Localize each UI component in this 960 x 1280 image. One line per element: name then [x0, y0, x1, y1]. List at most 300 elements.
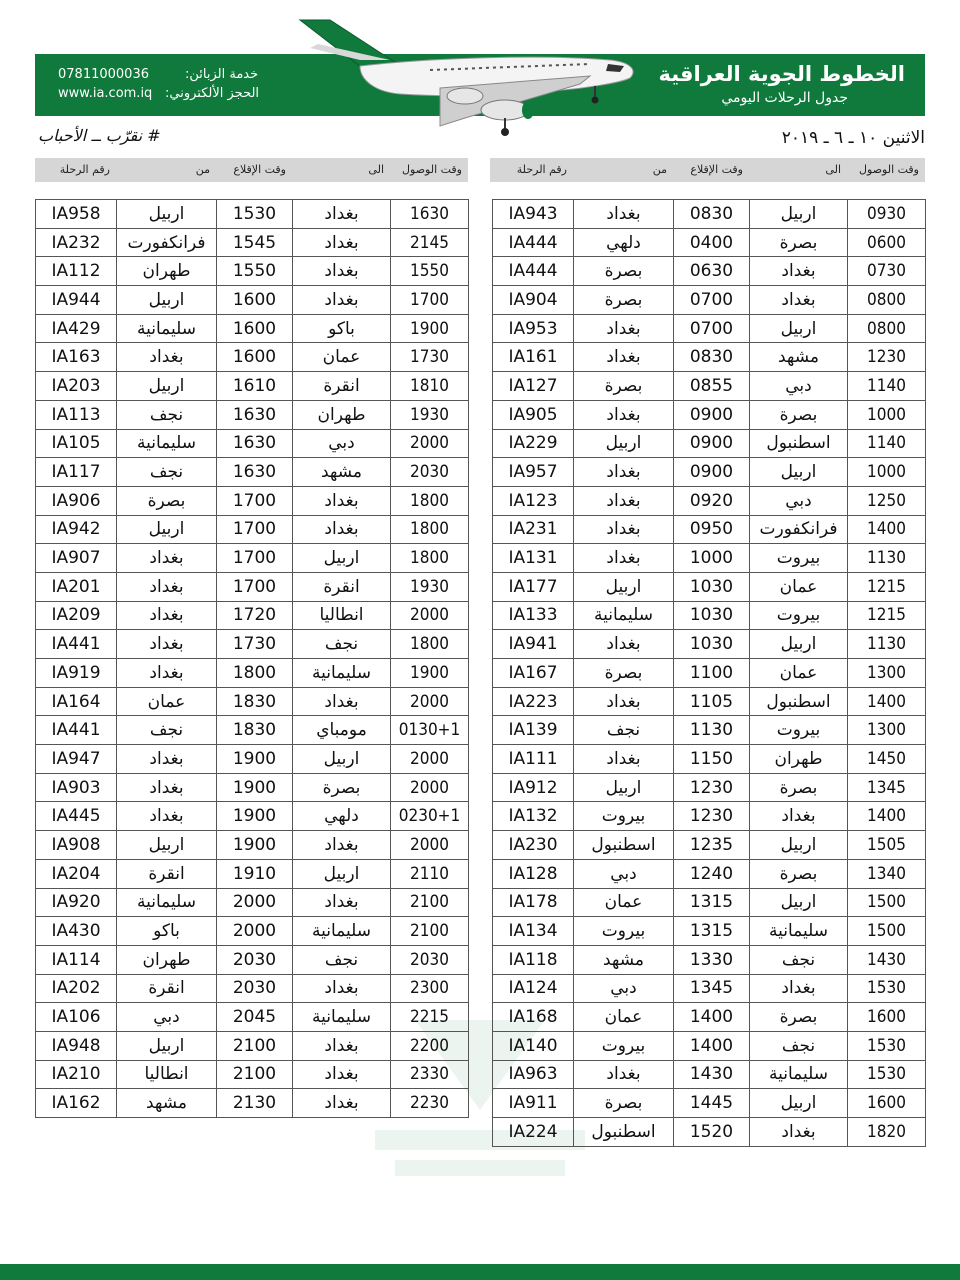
destination: دلهي: [293, 802, 391, 831]
table-row: [36, 515, 469, 544]
arrival-time: 1340: [848, 859, 926, 888]
destination: انطاليا: [293, 601, 391, 630]
origin: بغداد: [574, 458, 674, 487]
origin: نجف: [117, 400, 217, 429]
destination: بغداد: [293, 831, 391, 860]
arrival-time: 2030: [391, 945, 469, 974]
table-row: [493, 859, 926, 888]
departure-time: 1600: [217, 343, 293, 372]
arrival-time: 2200: [391, 1031, 469, 1060]
destination: نجف: [750, 1031, 848, 1060]
arrival-time: 0130+1: [391, 716, 469, 745]
origin: دبي: [574, 974, 674, 1003]
table-row: [36, 372, 469, 401]
arrival-time: 1400: [848, 515, 926, 544]
flight-number: IA958: [36, 200, 117, 229]
departure-time: 1230: [674, 802, 750, 831]
table-row: [36, 1060, 469, 1089]
flight-number: IA164: [36, 687, 117, 716]
flight-number: IA178: [493, 888, 574, 917]
origin: بصرة: [574, 286, 674, 315]
departure-time: 0630: [674, 257, 750, 286]
table-row: [36, 314, 469, 343]
destination: اربيل: [750, 888, 848, 917]
flight-number: IA232: [36, 228, 117, 257]
table-row: [36, 945, 469, 974]
origin: بصرة: [574, 659, 674, 688]
destination: بصرة: [750, 400, 848, 429]
arrival-time: 2000: [391, 687, 469, 716]
flight-number: IA912: [493, 773, 574, 802]
arrival-time: 1530: [848, 1031, 926, 1060]
departure-time: 2000: [217, 917, 293, 946]
flight-number: IA161: [493, 343, 574, 372]
departure-time: 2030: [217, 945, 293, 974]
flight-number: IA163: [36, 343, 117, 372]
table-row: [36, 1031, 469, 1060]
table-row: [493, 572, 926, 601]
arrival-time: 1300: [848, 716, 926, 745]
flight-number: IA429: [36, 314, 117, 343]
arrival-time: 1130: [848, 630, 926, 659]
footer-bar: [0, 1264, 960, 1280]
origin: بغداد: [574, 544, 674, 573]
origin: بغداد: [117, 773, 217, 802]
departure-time: 1910: [217, 859, 293, 888]
origin: بغداد: [574, 630, 674, 659]
departure-time: 1630: [217, 458, 293, 487]
table-row: [493, 257, 926, 286]
destination: بغداد: [293, 486, 391, 515]
origin: اربيل: [117, 286, 217, 315]
origin: عمان: [574, 1003, 674, 1032]
departure-time: 0830: [674, 343, 750, 372]
flight-number: IA117: [36, 458, 117, 487]
table-row: [36, 917, 469, 946]
destination: سليمانية: [293, 659, 391, 688]
origin: بصرة: [574, 257, 674, 286]
origin: بغداد: [574, 400, 674, 429]
departure-time: 0855: [674, 372, 750, 401]
departure-time: 1545: [217, 228, 293, 257]
origin: نجف: [117, 458, 217, 487]
flight-number: IA202: [36, 974, 117, 1003]
departure-time: 1235: [674, 831, 750, 860]
table-row: [493, 1118, 926, 1147]
origin: بغداد: [574, 343, 674, 372]
table-row: [493, 515, 926, 544]
origin: بغداد: [117, 630, 217, 659]
arrival-time: 1000: [848, 458, 926, 487]
arrival-time: 1820: [848, 1118, 926, 1147]
origin: دبي: [574, 859, 674, 888]
arrival-time: 1930: [391, 400, 469, 429]
destination: عمان: [750, 659, 848, 688]
flight-number: IA223: [493, 687, 574, 716]
departure-time: 0900: [674, 458, 750, 487]
destination: نجف: [750, 945, 848, 974]
departure-time: 1430: [674, 1060, 750, 1089]
destination: بغداد: [293, 257, 391, 286]
booking-website[interactable]: www.ia.com.iq: [58, 86, 153, 101]
table-row: [36, 257, 469, 286]
schedule-date: الاثنين ١٠ ـ ٦ ـ ٢٠١٩: [781, 128, 925, 148]
origin: اربيل: [574, 429, 674, 458]
flight-number: IA127: [493, 372, 574, 401]
flight-number: IA112: [36, 257, 117, 286]
departure-time: 1100: [674, 659, 750, 688]
arrival-time: 2000: [391, 831, 469, 860]
table-row: [493, 687, 926, 716]
origin: بغداد: [574, 745, 674, 774]
departure-time: 1105: [674, 687, 750, 716]
arrival-time: 1250: [848, 486, 926, 515]
destination: اربيل: [750, 314, 848, 343]
flight-number: IA140: [493, 1031, 574, 1060]
arrival-time: 2000: [391, 429, 469, 458]
origin: اربيل: [117, 1031, 217, 1060]
destination: بيروت: [750, 716, 848, 745]
origin: مشهد: [117, 1089, 217, 1118]
arrival-time: 2230: [391, 1089, 469, 1118]
table-row: [493, 544, 926, 573]
table-row: [493, 486, 926, 515]
table-row: [36, 200, 469, 229]
destination: دبي: [750, 372, 848, 401]
table-row: [493, 974, 926, 1003]
departure-time: 1600: [217, 314, 293, 343]
arrival-time: 1450: [848, 745, 926, 774]
departure-time: 2100: [217, 1031, 293, 1060]
flight-number: IA444: [493, 257, 574, 286]
table-row: [493, 745, 926, 774]
departure-time: 1400: [674, 1031, 750, 1060]
flight-number: IA114: [36, 945, 117, 974]
destination: بغداد: [750, 802, 848, 831]
origin: بصرة: [574, 1089, 674, 1118]
departure-time: 1900: [217, 802, 293, 831]
table-row: [36, 601, 469, 630]
departure-time: 0900: [674, 429, 750, 458]
table-row: [493, 630, 926, 659]
destination: بيروت: [750, 601, 848, 630]
departure-time: 1800: [217, 659, 293, 688]
origin: بغداد: [117, 343, 217, 372]
flight-number: IA168: [493, 1003, 574, 1032]
departure-time: 1900: [217, 831, 293, 860]
arrival-time: 1530: [848, 974, 926, 1003]
table-row: [36, 888, 469, 917]
arrival-time: 1300: [848, 659, 926, 688]
flight-number: IA444: [493, 228, 574, 257]
origin: بغداد: [574, 687, 674, 716]
origin: اربيل: [574, 773, 674, 802]
arrival-time: 1700: [391, 286, 469, 315]
destination: مومباي: [293, 716, 391, 745]
flight-number: IA123: [493, 486, 574, 515]
departure-time: 1400: [674, 1003, 750, 1032]
destination: طهران: [293, 400, 391, 429]
arrival-time: 1600: [848, 1003, 926, 1032]
flight-number: IA947: [36, 745, 117, 774]
destination: طهران: [750, 745, 848, 774]
destination: عمان: [750, 572, 848, 601]
arrival-time: 0230+1: [391, 802, 469, 831]
departure-time: 0400: [674, 228, 750, 257]
departure-time: 0700: [674, 314, 750, 343]
table-row: [36, 343, 469, 372]
arrival-time: 1215: [848, 601, 926, 630]
origin: اربيل: [574, 572, 674, 601]
arrival-time: 1900: [391, 659, 469, 688]
flight-number: IA957: [493, 458, 574, 487]
flight-number: IA201: [36, 572, 117, 601]
destination: بغداد: [293, 1089, 391, 1118]
destination: اربيل: [750, 831, 848, 860]
table-row: [36, 429, 469, 458]
table-row: [493, 1060, 926, 1089]
customer-service-phone: 07811000036: [58, 67, 149, 82]
departure-time: 1315: [674, 888, 750, 917]
destination: اسطنبول: [750, 429, 848, 458]
col-arrival: وقت الوصول: [402, 163, 462, 176]
destination: بصرة: [750, 859, 848, 888]
table-row: [493, 228, 926, 257]
brand-subtitle: جدول الرحلات اليومي: [721, 90, 848, 106]
customer-service-label: خدمة الزبائن:: [185, 67, 259, 82]
arrival-time: 1345: [848, 773, 926, 802]
table-row: [36, 486, 469, 515]
table-row: [36, 1003, 469, 1032]
flight-number: IA131: [493, 544, 574, 573]
arrival-time: 2000: [391, 773, 469, 802]
origin: دبي: [117, 1003, 217, 1032]
destination: سليمانية: [750, 917, 848, 946]
origin: بغداد: [574, 515, 674, 544]
arrival-time: 1140: [848, 429, 926, 458]
flight-number: IA134: [493, 917, 574, 946]
origin: بغداد: [117, 659, 217, 688]
flight-number: IA177: [493, 572, 574, 601]
origin: انقرة: [117, 974, 217, 1003]
flights-table-left: [35, 199, 469, 1118]
table-row: [493, 1089, 926, 1118]
origin: بيروت: [574, 917, 674, 946]
flight-number: IA948: [36, 1031, 117, 1060]
departure-time: 1520: [674, 1118, 750, 1147]
flight-number: IA441: [36, 630, 117, 659]
flight-number: IA139: [493, 716, 574, 745]
table-row: [493, 888, 926, 917]
table-row: [493, 945, 926, 974]
arrival-time: 1230: [848, 343, 926, 372]
departure-time: 1030: [674, 572, 750, 601]
col-flight: رقم الرحلة: [59, 163, 110, 176]
flight-number: IA224: [493, 1118, 574, 1147]
destination: اربيل: [293, 544, 391, 573]
flight-number: IA209: [36, 601, 117, 630]
flight-number: IA906: [36, 486, 117, 515]
departure-time: 1330: [674, 945, 750, 974]
flight-number: IA907: [36, 544, 117, 573]
table-row: [36, 400, 469, 429]
table-row: [36, 458, 469, 487]
departure-time: 1830: [217, 687, 293, 716]
table-row: [493, 601, 926, 630]
table-row: [493, 429, 926, 458]
flight-number: IA230: [493, 831, 574, 860]
arrival-time: 1400: [848, 802, 926, 831]
arrival-time: 2110: [391, 859, 469, 888]
destination: بصرة: [750, 228, 848, 257]
destination: بغداد: [750, 974, 848, 1003]
flight-number: IA908: [36, 831, 117, 860]
arrival-time: 0800: [848, 314, 926, 343]
destination: بصرة: [750, 773, 848, 802]
origin: سليمانية: [117, 429, 217, 458]
arrival-time: 2330: [391, 1060, 469, 1089]
arrival-time: 1800: [391, 544, 469, 573]
arrival-time: 2215: [391, 1003, 469, 1032]
origin: نجف: [117, 716, 217, 745]
col-departure: وقت الإقلاع: [233, 163, 286, 176]
destination: فرانكفورت: [750, 515, 848, 544]
arrival-time: 1550: [391, 257, 469, 286]
departure-time: 1315: [674, 917, 750, 946]
table-row: [36, 859, 469, 888]
departure-time: 1700: [217, 515, 293, 544]
flight-number: IA920: [36, 888, 117, 917]
origin: اسطنبول: [574, 831, 674, 860]
departure-time: 2100: [217, 1060, 293, 1089]
origin: سليمانية: [117, 888, 217, 917]
origin: عمان: [117, 687, 217, 716]
destination: باكو: [293, 314, 391, 343]
origin: سليمانية: [574, 601, 674, 630]
arrival-time: 1500: [848, 917, 926, 946]
destination: انقرة: [293, 572, 391, 601]
departure-time: 2030: [217, 974, 293, 1003]
origin: بغداد: [117, 544, 217, 573]
arrival-time: 1810: [391, 372, 469, 401]
arrival-time: 1500: [848, 888, 926, 917]
destination: عمان: [293, 343, 391, 372]
table-row: [493, 1003, 926, 1032]
table-row: [493, 343, 926, 372]
departure-time: 1700: [217, 544, 293, 573]
table-row: [36, 1089, 469, 1118]
table-row: [36, 802, 469, 831]
flight-number: IA128: [493, 859, 574, 888]
origin: اربيل: [117, 372, 217, 401]
departure-time: 1230: [674, 773, 750, 802]
origin: بغداد: [574, 1060, 674, 1089]
destination: بغداد: [750, 1118, 848, 1147]
arrival-time: 2145: [391, 228, 469, 257]
destination: دبي: [750, 486, 848, 515]
origin: عمان: [574, 888, 674, 917]
origin: بغداد: [117, 601, 217, 630]
departure-time: 1900: [217, 773, 293, 802]
destination: بغداد: [293, 687, 391, 716]
table-row: [493, 400, 926, 429]
flight-number: IA911: [493, 1089, 574, 1118]
departure-time: 1600: [217, 286, 293, 315]
departure-time: 1700: [217, 486, 293, 515]
flight-number: IA204: [36, 859, 117, 888]
destination: بغداد: [293, 974, 391, 1003]
column-header-right: [490, 158, 925, 182]
arrival-time: 1400: [848, 687, 926, 716]
destination: بصرة: [750, 1003, 848, 1032]
departure-time: 0900: [674, 400, 750, 429]
destination: اربيل: [293, 745, 391, 774]
destination: سليمانية: [293, 1003, 391, 1032]
arrival-time: 1930: [391, 572, 469, 601]
column-header-left: [35, 158, 468, 182]
table-row: [493, 1031, 926, 1060]
departure-time: 1730: [217, 630, 293, 659]
arrival-time: 1505: [848, 831, 926, 860]
departure-time: 2130: [217, 1089, 293, 1118]
destination: مشهد: [750, 343, 848, 372]
destination: بغداد: [293, 286, 391, 315]
arrival-time: 1800: [391, 630, 469, 659]
flight-number: IA203: [36, 372, 117, 401]
col-from: من: [652, 163, 667, 176]
destination: اربيل: [750, 630, 848, 659]
col-to: الى: [825, 163, 841, 176]
destination: بصرة: [293, 773, 391, 802]
arrival-time: 2300: [391, 974, 469, 1003]
origin: انقرة: [117, 859, 217, 888]
origin: مشهد: [574, 945, 674, 974]
flight-number: IA941: [493, 630, 574, 659]
departure-time: 1720: [217, 601, 293, 630]
table-row: [36, 974, 469, 1003]
table-row: [493, 372, 926, 401]
table-row: [493, 831, 926, 860]
flight-number: IA111: [493, 745, 574, 774]
table-row: [36, 773, 469, 802]
table-row: [493, 659, 926, 688]
origin: فرانكفورت: [117, 228, 217, 257]
origin: اربيل: [117, 831, 217, 860]
flight-number: IA162: [36, 1089, 117, 1118]
origin: بصرة: [574, 372, 674, 401]
departure-time: 1030: [674, 601, 750, 630]
col-from: من: [195, 163, 210, 176]
flight-number: IA113: [36, 400, 117, 429]
arrival-time: 0730: [848, 257, 926, 286]
arrival-time: 1900: [391, 314, 469, 343]
flight-number: IA904: [493, 286, 574, 315]
departure-time: 1445: [674, 1089, 750, 1118]
arrival-time: 0930: [848, 200, 926, 229]
table-row: [36, 572, 469, 601]
origin: بغداد: [117, 802, 217, 831]
departure-time: 1530: [217, 200, 293, 229]
arrival-time: 2100: [391, 917, 469, 946]
arrival-time: 1130: [848, 544, 926, 573]
departure-time: 2000: [217, 888, 293, 917]
table-row: [493, 200, 926, 229]
flight-number: IA229: [493, 429, 574, 458]
departure-time: 1240: [674, 859, 750, 888]
flight-number: IA132: [493, 802, 574, 831]
destination: اربيل: [293, 859, 391, 888]
table-row: [493, 286, 926, 315]
